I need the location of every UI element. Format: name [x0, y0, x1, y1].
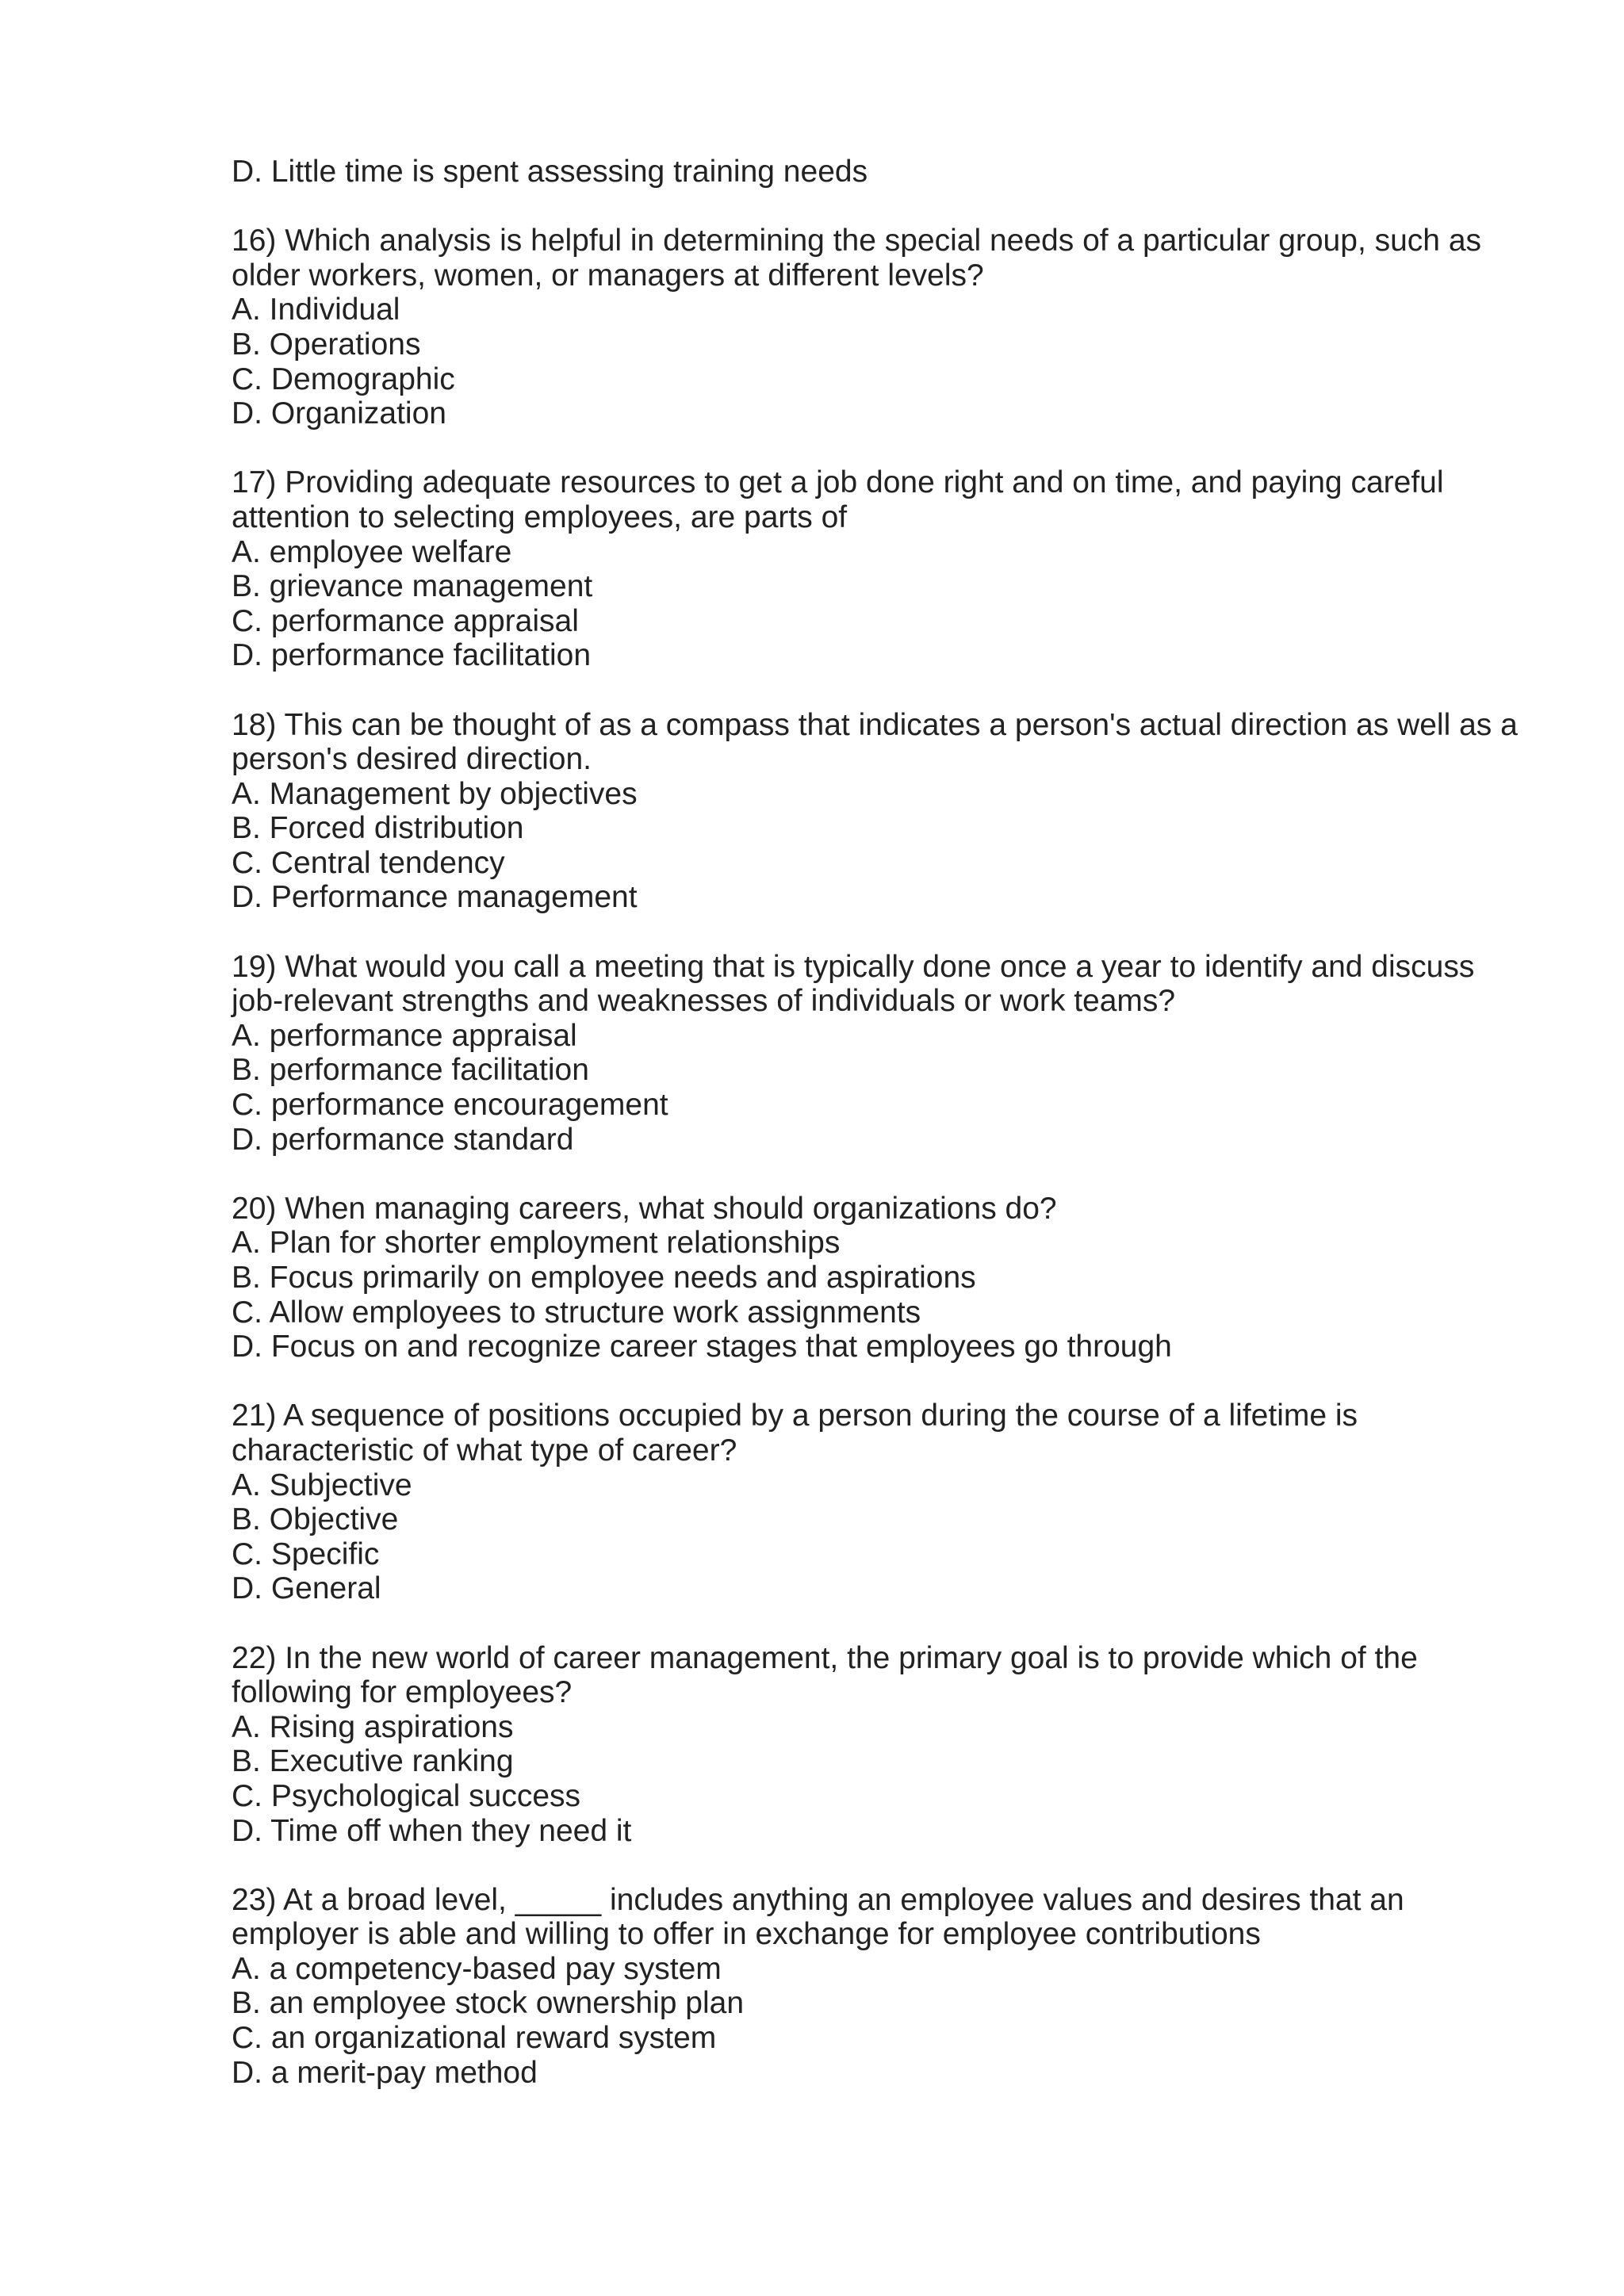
question-stem: 21) A sequence of positions occupied by a person during the course of a lifetime is characteristic of what type of career?: [232, 1399, 1358, 1468]
answer-option: C. Demographic: [232, 362, 455, 396]
answer-option: A. Subjective: [232, 1468, 412, 1502]
answer-option: D. Performance management: [232, 880, 638, 915]
answer-option: A. Individual: [232, 293, 400, 327]
answer-option: B. Focus primarily on employee needs and aspirations: [232, 1261, 976, 1295]
answer-option: C. Central tendency: [232, 845, 505, 880]
answer-option: B. grievance management: [232, 569, 593, 604]
question-block: [232, 1399, 1524, 1606]
question-block: [232, 950, 1524, 1158]
answer-option: D. Organization: [232, 396, 446, 431]
answer-option: B. Forced distribution: [232, 811, 524, 846]
answer-options: [232, 1019, 1524, 1157]
answer-option: C. performance encouragement: [232, 1088, 668, 1123]
question-list: [232, 224, 1524, 2090]
answer-option: A. a competency-based pay system: [232, 1951, 722, 1986]
answer-option: C. Allow employees to structure work assignments: [232, 1295, 921, 1330]
answer-option: B. Objective: [232, 1502, 399, 1537]
answer-option: D. performance standard: [232, 1122, 574, 1157]
answer-options: [232, 1710, 1524, 1848]
question-stem: 17) Providing adequate resources to get a job done right and on time, and paying careful attention to selecting employees, are parts of: [232, 465, 1444, 534]
answer-options: [232, 293, 1524, 430]
answer-option: D. performance facilitation: [232, 638, 592, 673]
answer-option: A. employee welfare: [232, 534, 512, 569]
answer-option: C. an organizational reward system: [232, 2021, 717, 2056]
answer-options: [232, 1468, 1524, 1606]
answer-option: C. Specific: [232, 1536, 380, 1571]
question-stem: 23) At a broad level, _____ includes anything an employee values and desires that an employer is able and willing to offer in exchange for employee contributions: [232, 1882, 1404, 1952]
question-block: [232, 1641, 1524, 1849]
question-block: [232, 224, 1524, 431]
question-block: [232, 1883, 1524, 2091]
question-stem: 19) What would you call a meeting that is typically done once a year to identify and discuss job-relevant strengths and weaknesses of individuals or work teams?: [232, 949, 1475, 1019]
answer-option: A. Plan for shorter employment relationships: [232, 1226, 841, 1261]
answer-option: D. Time off when they need it: [232, 1813, 632, 1848]
answer-option: B. Operations: [232, 327, 421, 362]
answer-option: D. a merit-pay method: [232, 2055, 538, 2090]
answer-option: A. Management by objectives: [232, 776, 638, 811]
answer-option: B. performance facilitation: [232, 1053, 589, 1088]
answer-option: D. General: [232, 1571, 381, 1606]
answer-option: A. performance appraisal: [232, 1018, 577, 1053]
answer-option: D. Focus on and recognize career stages that employees go through: [232, 1330, 1172, 1364]
answer-option: B. Executive ranking: [232, 1744, 514, 1779]
answer-option: B. an employee stock ownership plan: [232, 1986, 745, 2021]
question-block: [232, 1192, 1524, 1364]
answer-options: [232, 1952, 1524, 2090]
question-stem: 18) This can be thought of as a compass that indicates a person's actual direction as well as a person's desired direction.: [232, 707, 1518, 777]
answer-option: A. Rising aspirations: [232, 1709, 514, 1744]
answer-options: [232, 535, 1524, 673]
question-stem: 16) Which analysis is helpful in determining the special needs of a particular group, such as older workers, women, or managers at different levels?: [232, 224, 1482, 293]
document-page: [232, 155, 1524, 2090]
leading-option: D. Little time is spent assessing training needs: [232, 155, 868, 189]
question-stem: 22) In the new world of career management, the primary goal is to provide which of the following for employees?: [232, 1640, 1418, 1710]
answer-options: [232, 1226, 1524, 1364]
question-stem: 20) When managing careers, what should organizations do?: [232, 1191, 1057, 1226]
answer-option: C. performance appraisal: [232, 603, 579, 638]
answer-option: C. Psychological success: [232, 1778, 581, 1813]
answer-options: [232, 777, 1524, 915]
question-block: [232, 708, 1524, 916]
question-block: [232, 465, 1524, 673]
